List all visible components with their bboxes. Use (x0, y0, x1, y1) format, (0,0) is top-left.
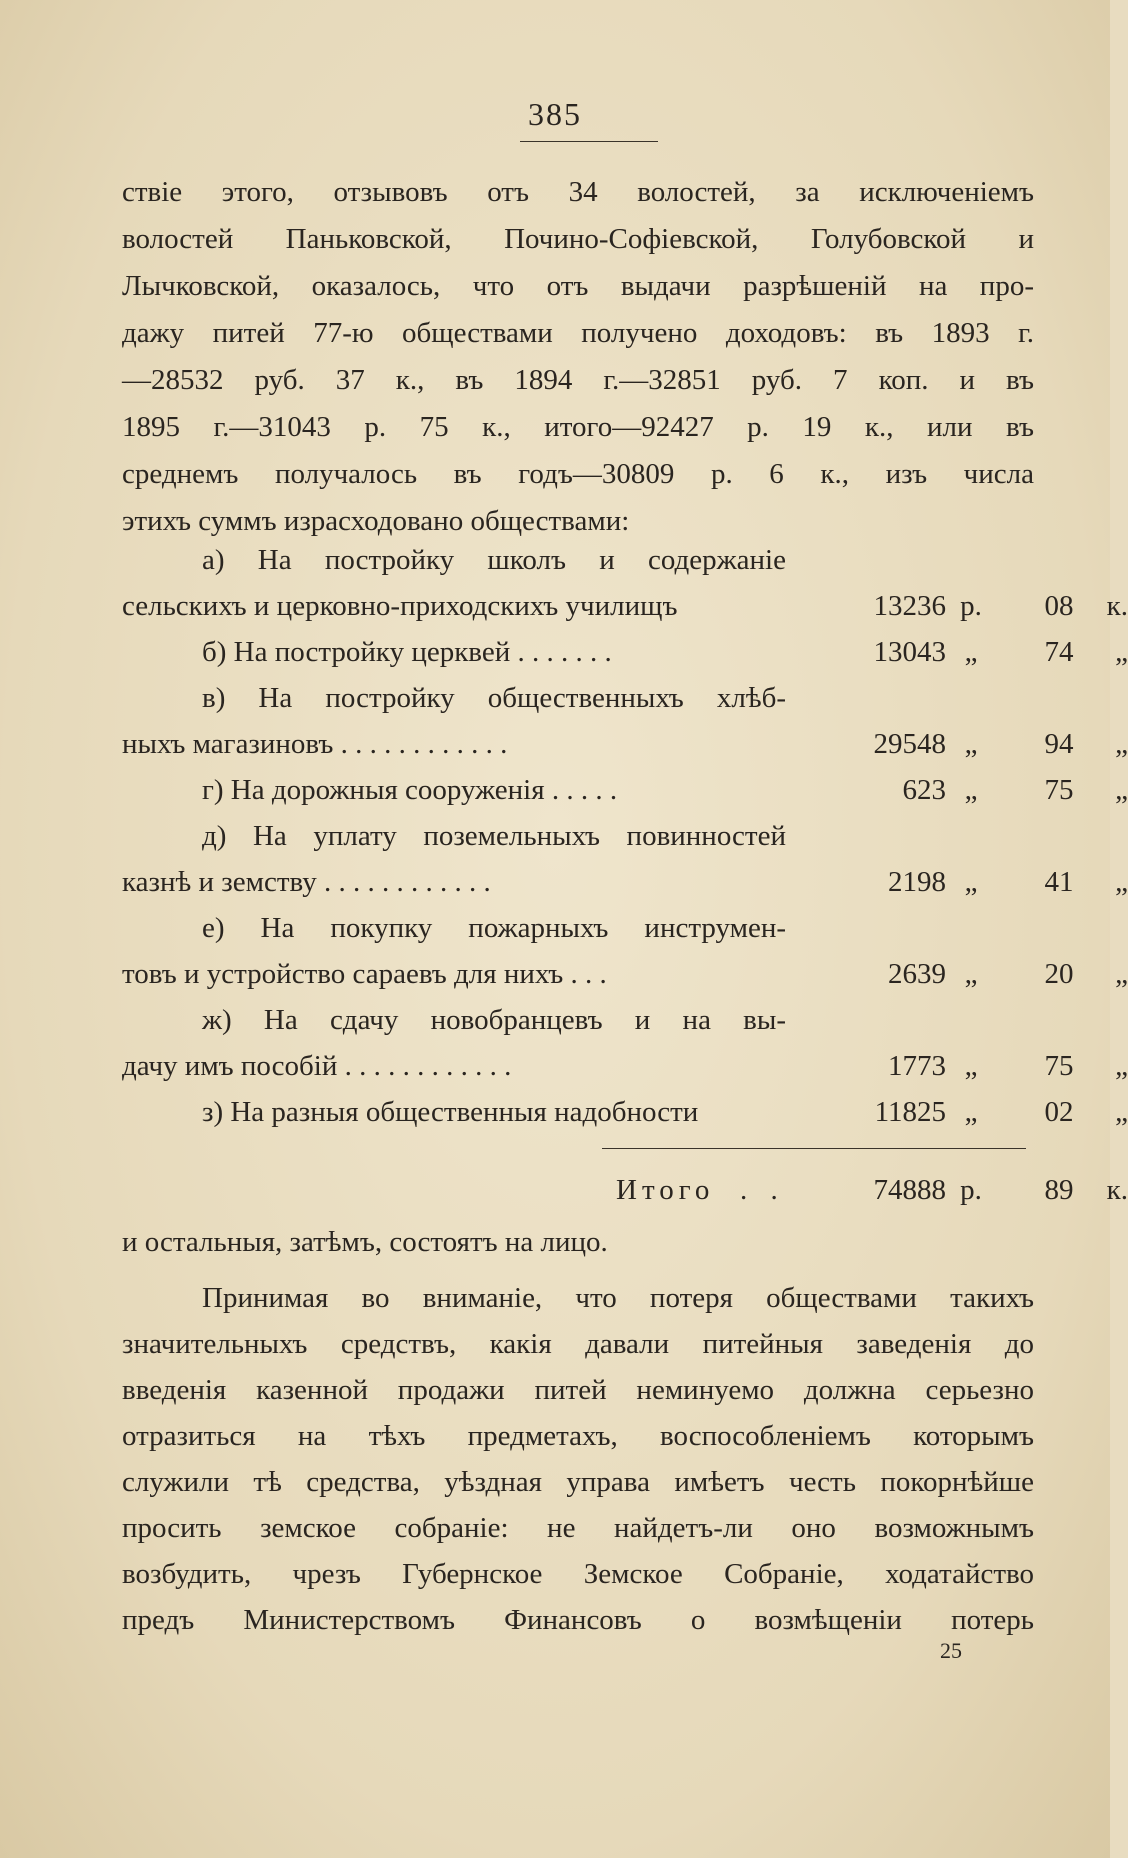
expense-kop: 20 (1044, 958, 1074, 990)
paragraph-line: просить земское собраніе: не найдетъ-ли оно возможнымъ (122, 1512, 1034, 1544)
kop-ditto: „ (1115, 728, 1128, 760)
kop-ditto: „ (1115, 1050, 1128, 1082)
expense-row (122, 724, 1128, 764)
total-kop: 89 (1044, 1174, 1074, 1206)
kop-ditto: „ (1115, 1096, 1128, 1128)
rub-ditto: „ (964, 636, 978, 668)
expense-row (122, 1046, 1128, 1086)
paragraph-line: отразиться на тѣхъ предметахъ, воспособленіемъ которымъ (122, 1420, 1034, 1452)
expense-kop: 94 (1044, 728, 1074, 760)
intro-line: 1895 г.—31043 р. 75 к., итого—92427 р. 19 к., или въ (122, 411, 1034, 443)
expense-amount: 13236 (873, 590, 946, 622)
expense-amount: 29548 (873, 728, 946, 760)
expense-amount: 2198 (888, 866, 946, 898)
expense-row (122, 586, 1128, 626)
expense-kop: 41 (1044, 866, 1074, 898)
rub-unit: р. (960, 590, 982, 622)
page-number-rule (520, 141, 658, 142)
rub-ditto: „ (964, 728, 978, 760)
expense-kop: 02 (1044, 1096, 1074, 1128)
paragraph-line: значительныхъ средствъ, какія давали питейныя заведенія до (122, 1328, 1034, 1360)
kop-ditto: „ (1115, 958, 1128, 990)
intro-line: среднемъ получалось въ годъ—30809 р. 6 к., изъ числа (122, 458, 1034, 490)
expense-row (122, 632, 1128, 672)
intro-line: волостей Паньковской, Почино-Софіевской, Голубовской и (122, 223, 1034, 255)
paragraph-line: служили тѣ средства, уѣздная управа имѣетъ честь покорнѣйше (122, 1466, 1034, 1498)
rub-ditto: „ (964, 1050, 978, 1082)
expense-label: сельскихъ и церковно-приходскихъ училищъ (122, 590, 678, 622)
expense-amount: 623 (902, 774, 946, 806)
total-label: Итого (616, 1174, 715, 1206)
expense-label: б) На постройку церквей . . . . . . . (202, 636, 612, 668)
paragraph-line: введенія казенной продажи питей неминуемо должна серьезно (122, 1374, 1034, 1406)
expense-label: дачу имъ пособій . . . . . . . . . . . . (122, 1050, 512, 1082)
total-kop-unit: к. (1106, 1174, 1128, 1206)
kop-ditto: „ (1115, 636, 1128, 668)
expense-label: товъ и устройство сараевъ для нихъ . . . (122, 958, 607, 990)
expense-amount: 1773 (888, 1050, 946, 1082)
kop-unit: к. (1106, 590, 1128, 622)
expense-kop: 08 (1044, 590, 1074, 622)
after-total-line: и остальныя, затѣмъ, состоятъ на лицо. (122, 1226, 608, 1258)
intro-line: —28532 руб. 37 к., въ 1894 г.—32851 руб. 7 коп. и въ (122, 364, 1034, 396)
expense-kop: 74 (1044, 636, 1074, 668)
expense-first-line: д) На уплату поземельныхъ повинностей (202, 820, 786, 852)
expense-kop: 75 (1044, 774, 1074, 806)
rub-ditto: „ (964, 1096, 978, 1128)
intro-line: ствіе этого, отзывовъ отъ 34 волостей, за исключеніемъ (122, 176, 1034, 208)
expense-label: г) На дорожныя сооруженія . . . . . (202, 774, 618, 806)
page-number: 385 (528, 96, 582, 132)
intro-line: Лычковской, оказалось, что отъ выдачи разрѣшеній на про- (122, 270, 1034, 302)
total-rub-unit: р. (960, 1174, 982, 1206)
rub-ditto: „ (964, 866, 978, 898)
expense-label: з) На разныя общественныя надобности (202, 1096, 699, 1128)
expense-first-line: е) На покупку пожарныхъ инструмен- (202, 912, 786, 944)
expense-row (122, 954, 1128, 994)
paragraph-line: Принимая во вниманіе, что потеря обществами такихъ (202, 1282, 1034, 1314)
kop-ditto: „ (1115, 866, 1128, 898)
expense-amount: 2639 (888, 958, 946, 990)
expense-first-line: а) На постройку школъ и содержаніе (202, 544, 786, 576)
kop-ditto: „ (1115, 774, 1128, 806)
expense-first-line: ж) На сдачу новобранцевъ и на вы- (202, 1004, 786, 1036)
intro-line: этихъ суммъ израсходовано обществами: (122, 505, 630, 537)
sum-rule (602, 1148, 1026, 1149)
expense-label: казнѣ и земству . . . . . . . . . . . . (122, 866, 491, 898)
expense-row (122, 1092, 1128, 1132)
intro-line: дажу питей 77-ю обществами получено доходовъ: въ 1893 г. (122, 317, 1034, 349)
expense-amount: 11825 (874, 1096, 946, 1128)
rub-ditto: „ (964, 774, 978, 806)
expense-label: ныхъ магазиновъ . . . . . . . . . . . . (122, 728, 508, 760)
total-dots: . . (740, 1174, 786, 1206)
total-row (122, 1168, 1128, 1212)
signature-mark: 25 (940, 1638, 962, 1663)
paragraph-line: возбудить, чрезъ Губернское Земское Собраніе, ходатайство (122, 1558, 1034, 1590)
total-amount: 74888 (873, 1174, 946, 1206)
expense-row (122, 770, 1128, 810)
rub-ditto: „ (964, 958, 978, 990)
expense-row (122, 862, 1128, 902)
expense-amount: 13043 (873, 636, 946, 668)
paragraph-line: предъ Министерствомъ Финансовъ о возмѣщеніи потерь (122, 1604, 1034, 1636)
expense-kop: 75 (1044, 1050, 1074, 1082)
expense-first-line: в) На постройку общественныхъ хлѣб- (202, 682, 786, 714)
